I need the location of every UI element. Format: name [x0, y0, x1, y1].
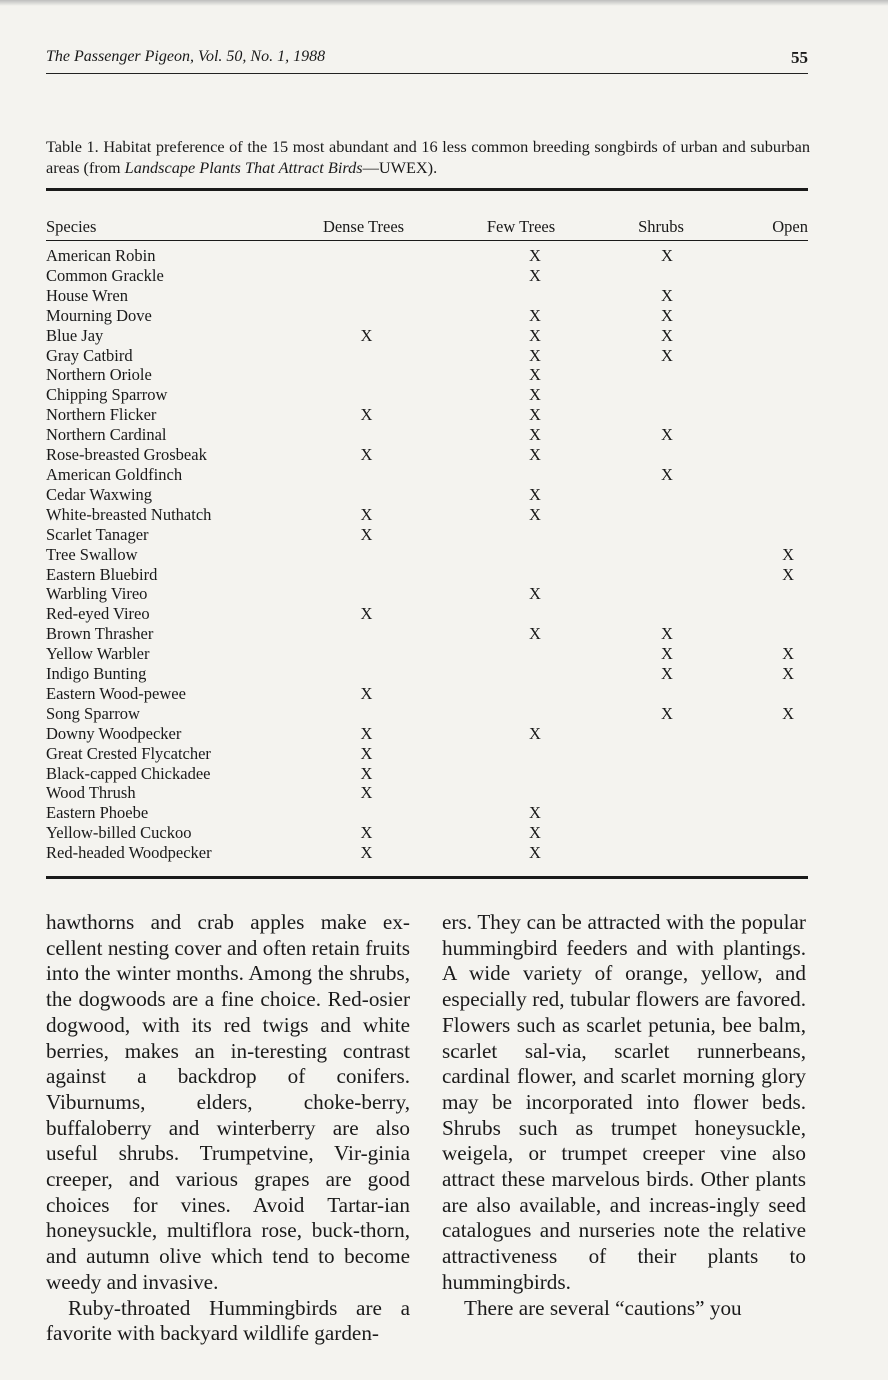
table-header-row	[46, 215, 808, 240]
table-row	[46, 724, 808, 744]
few-trees-cell: X	[529, 325, 541, 345]
shrubs-cell	[601, 803, 721, 823]
dense-trees-cell: X	[360, 604, 373, 624]
dense-trees-cell: X	[360, 504, 373, 524]
shrubs-cell	[601, 365, 721, 385]
table-row	[46, 644, 808, 664]
few-trees-cell: X	[529, 365, 541, 385]
open-cell	[721, 505, 808, 525]
shrubs-cell: X	[661, 464, 673, 484]
caption-lead: Table 1. Habitat preference of the 15 most abundant and 16 less common breeding songbirds of urban and suburban areas (from	[46, 137, 810, 177]
table-row	[46, 704, 808, 724]
species-cell: Rose-breasted Grosbeak	[46, 445, 207, 465]
species-cell: Gray Catbird	[46, 345, 133, 365]
body-column-left	[46, 910, 410, 1347]
few-trees-cell	[441, 783, 601, 803]
open-cell	[721, 684, 808, 704]
right-paragraph-1: ers. They can be attracted with the popular hummingbird feeders and with plantings. A wide variety of orange, yellow, and especially red, tubular flowers are favored. Flowers such as scarlet petunia, bee balm, scarlet sal-via, scarlet runnerbeans, cardinal flower, and scarlet morning glory may be incorporated into flower beds. Shrubs such as trumpet honeysuckle, weigela, or trumpet creeper vine also attract these marvelous birds. Other plants are also available, and increas-ingly seed catalogues and nurseries note the relative attractiveness of their plants to hummingbirds.	[442, 910, 806, 1294]
col-header-open: Open	[772, 217, 808, 236]
open-cell: X	[782, 644, 794, 664]
few-trees-cell	[441, 545, 601, 565]
table-row	[46, 505, 808, 525]
table-row	[46, 565, 808, 585]
shrubs-cell	[601, 565, 721, 585]
open-cell	[721, 246, 808, 266]
table-row	[46, 346, 808, 366]
dense-trees-cell	[286, 306, 441, 326]
few-trees-cell: X	[529, 425, 541, 445]
table-row	[46, 764, 808, 784]
open-cell	[721, 783, 808, 803]
open-cell	[721, 365, 808, 385]
species-cell: Indigo Bunting	[46, 664, 147, 684]
shrubs-cell: X	[661, 305, 673, 325]
caption-tail: —UWEX).	[362, 158, 438, 177]
open-cell	[721, 744, 808, 764]
table-row	[46, 525, 808, 545]
species-cell: White-breasted Nuthatch	[46, 504, 212, 524]
open-cell: X	[782, 544, 794, 564]
species-cell: Northern Flicker	[46, 405, 157, 425]
dense-trees-cell: X	[360, 683, 373, 703]
journal-citation: The Passenger Pigeon, Vol. 50, No. 1, 1988	[46, 48, 326, 65]
dense-trees-cell	[286, 385, 441, 405]
shrubs-cell: X	[661, 644, 673, 664]
body-column-right	[442, 910, 806, 1321]
open-cell	[721, 584, 808, 604]
col-header-few-trees: Few Trees	[486, 217, 556, 236]
open-cell	[721, 604, 808, 624]
open-cell	[721, 624, 808, 644]
table-body	[46, 240, 808, 863]
open-cell	[721, 306, 808, 326]
open-cell: X	[782, 703, 794, 723]
few-trees-cell: X	[529, 624, 541, 644]
shrubs-cell: X	[661, 425, 673, 445]
species-cell: Eastern Phoebe	[46, 803, 149, 823]
table-row	[46, 465, 808, 485]
dense-trees-cell: X	[360, 524, 373, 544]
dense-trees-cell	[286, 803, 441, 823]
shrubs-cell: X	[661, 703, 673, 723]
species-cell: Great Crested Flycatcher	[46, 743, 211, 763]
shrubs-cell	[601, 385, 721, 405]
shrubs-cell	[601, 525, 721, 545]
table-caption	[46, 136, 810, 178]
running-head	[46, 48, 808, 74]
few-trees-cell	[441, 604, 601, 624]
species-cell: American Robin	[46, 246, 156, 265]
dense-trees-cell: X	[360, 405, 373, 425]
open-cell	[721, 266, 808, 286]
open-cell	[721, 843, 808, 863]
shrubs-cell	[601, 405, 721, 425]
dense-trees-cell: X	[360, 445, 373, 465]
few-trees-cell	[441, 664, 601, 684]
species-cell: Scarlet Tanager	[46, 524, 149, 544]
dense-trees-cell	[286, 584, 441, 604]
open-cell: X	[782, 664, 794, 684]
few-trees-cell	[441, 744, 601, 764]
dense-trees-cell	[286, 644, 441, 664]
table-row	[46, 425, 808, 445]
open-cell	[721, 764, 808, 784]
few-trees-cell: X	[529, 843, 541, 863]
species-cell: Red-headed Woodpecker	[46, 843, 212, 863]
dense-trees-cell	[286, 704, 441, 724]
habitat-table	[46, 215, 808, 863]
shrubs-cell	[601, 764, 721, 784]
table-row	[46, 545, 808, 565]
dense-trees-cell	[286, 246, 441, 266]
table-row	[46, 445, 808, 465]
few-trees-cell: X	[529, 345, 541, 365]
table-row	[46, 604, 808, 624]
species-cell: Eastern Wood-pewee	[46, 683, 186, 703]
open-cell	[721, 803, 808, 823]
table-row	[46, 823, 808, 843]
species-cell: Yellow-billed Cuckoo	[46, 823, 192, 843]
dense-trees-cell: X	[360, 763, 373, 783]
left-paragraph-2: Ruby-throated Hummingbirds are a favorite with backyard wildlife garden-	[46, 1295, 410, 1346]
few-trees-cell: X	[529, 504, 541, 524]
shrubs-cell	[601, 744, 721, 764]
dense-trees-cell	[286, 664, 441, 684]
few-trees-cell: X	[529, 246, 541, 265]
dense-trees-cell: X	[360, 783, 373, 803]
species-cell: Northern Cardinal	[46, 425, 167, 445]
species-cell: Black-capped Chickadee	[46, 763, 211, 783]
dense-trees-cell	[286, 624, 441, 644]
open-cell	[721, 445, 808, 465]
page-number: 55	[791, 48, 808, 67]
few-trees-cell	[441, 644, 601, 664]
dense-trees-cell: X	[360, 823, 373, 843]
few-trees-cell: X	[529, 823, 541, 843]
open-cell	[721, 286, 808, 306]
few-trees-cell: X	[529, 305, 541, 325]
dense-trees-cell	[286, 465, 441, 485]
dense-trees-cell	[286, 565, 441, 585]
shrubs-cell: X	[661, 285, 673, 305]
shrubs-cell	[601, 843, 721, 863]
dense-trees-cell: X	[360, 325, 373, 345]
species-cell: American Goldfinch	[46, 464, 183, 484]
shrubs-cell	[601, 724, 721, 744]
dense-trees-cell: X	[360, 843, 373, 863]
species-cell: House Wren	[46, 285, 128, 305]
few-trees-cell: X	[529, 584, 541, 604]
few-trees-cell: X	[529, 265, 541, 285]
table-bottom-rule	[46, 876, 808, 879]
shrubs-cell: X	[661, 325, 673, 345]
table-row	[46, 266, 808, 286]
open-cell	[721, 525, 808, 545]
open-cell	[721, 465, 808, 485]
table-row	[46, 744, 808, 764]
table-row	[46, 783, 808, 803]
few-trees-cell: X	[529, 803, 541, 823]
open-cell	[721, 326, 808, 346]
open-cell	[721, 724, 808, 744]
dense-trees-cell	[286, 545, 441, 565]
open-cell	[721, 823, 808, 843]
shrubs-cell: X	[661, 664, 673, 684]
table-row	[46, 286, 808, 306]
species-cell: Common Grackle	[46, 265, 164, 285]
shrubs-cell: X	[661, 624, 673, 644]
open-cell	[721, 485, 808, 505]
species-cell: Chipping Sparrow	[46, 385, 168, 405]
few-trees-cell	[441, 286, 601, 306]
dense-trees-cell	[286, 425, 441, 445]
table-row	[46, 326, 808, 346]
table-row	[46, 485, 808, 505]
caption-book-title: Landscape Plants That Attract Birds	[124, 158, 363, 177]
species-cell: Yellow Warbler	[46, 644, 150, 664]
table-row	[46, 306, 808, 326]
open-cell: X	[782, 564, 794, 584]
dense-trees-cell	[286, 365, 441, 385]
dense-trees-cell: X	[360, 743, 373, 763]
species-cell: Eastern Bluebird	[46, 564, 158, 584]
species-cell: Blue Jay	[46, 325, 104, 345]
dense-trees-cell	[286, 286, 441, 306]
species-cell: Wood Thrush	[46, 783, 136, 803]
col-header-shrubs: Shrubs	[638, 217, 684, 236]
open-cell	[721, 425, 808, 445]
table-row	[46, 684, 808, 704]
few-trees-cell	[441, 764, 601, 784]
table-row	[46, 803, 808, 823]
shrubs-cell	[601, 445, 721, 465]
shrubs-cell	[601, 684, 721, 704]
few-trees-cell: X	[529, 445, 541, 465]
scan-top-edge	[0, 0, 888, 6]
species-cell: Northern Oriole	[46, 365, 152, 385]
species-cell: Warbling Vireo	[46, 584, 148, 604]
table-row	[46, 624, 808, 644]
species-cell: Mourning Dove	[46, 305, 152, 325]
dense-trees-cell	[286, 266, 441, 286]
few-trees-cell	[441, 465, 601, 485]
table-top-rule	[46, 188, 808, 191]
dense-trees-cell: X	[360, 723, 373, 743]
species-cell: Brown Thrasher	[46, 624, 154, 644]
dense-trees-cell	[286, 346, 441, 366]
col-header-species: Species	[46, 217, 97, 236]
few-trees-cell: X	[529, 484, 541, 504]
shrubs-cell: X	[661, 345, 673, 365]
shrubs-cell	[601, 604, 721, 624]
few-trees-cell	[441, 684, 601, 704]
species-cell: Red-eyed Vireo	[46, 604, 150, 624]
few-trees-cell: X	[529, 385, 541, 405]
open-cell	[721, 385, 808, 405]
shrubs-cell	[601, 505, 721, 525]
few-trees-cell: X	[529, 723, 541, 743]
table-row	[46, 246, 808, 266]
few-trees-cell: X	[529, 405, 541, 425]
open-cell	[721, 405, 808, 425]
table-row	[46, 584, 808, 604]
few-trees-cell	[441, 565, 601, 585]
table-row	[46, 385, 808, 405]
few-trees-cell	[441, 525, 601, 545]
species-cell: Tree Swallow	[46, 544, 138, 564]
table-row	[46, 843, 808, 863]
shrubs-cell	[601, 823, 721, 843]
shrubs-cell	[601, 545, 721, 565]
species-cell: Cedar Waxwing	[46, 484, 153, 504]
species-cell: Song Sparrow	[46, 703, 140, 723]
shrubs-cell	[601, 266, 721, 286]
right-paragraph-2: There are several “cautions” you	[464, 1295, 742, 1320]
shrubs-cell	[601, 584, 721, 604]
table-row	[46, 664, 808, 684]
shrubs-cell	[601, 485, 721, 505]
table-row	[46, 365, 808, 385]
col-header-dense-trees: Dense Trees	[322, 217, 405, 236]
left-paragraph-1: hawthorns and crab apples make ex-cellent nesting cover and often retain fruits into the winter months. Among the shrubs, the dogwoods are a fine choice. Red-osier dogwood, with its red twigs and white berries, makes an in-teresting contrast against a backdrop of conifers. Viburnums, elders, choke-berry, buffaloberry and winterberry are also useful shrubs. Trumpetvine, Vir-ginia creeper, and various grapes are good choices for vines. Avoid Tartar-ian honeysuckle, multiflora rose, buck-thorn, and autumn olive which tend to become weedy and invasive.	[46, 910, 410, 1294]
open-cell	[721, 346, 808, 366]
shrubs-cell	[601, 783, 721, 803]
shrubs-cell: X	[661, 246, 673, 265]
dense-trees-cell	[286, 485, 441, 505]
table-row	[46, 405, 808, 425]
species-cell: Downy Woodpecker	[46, 723, 182, 743]
few-trees-cell	[441, 704, 601, 724]
